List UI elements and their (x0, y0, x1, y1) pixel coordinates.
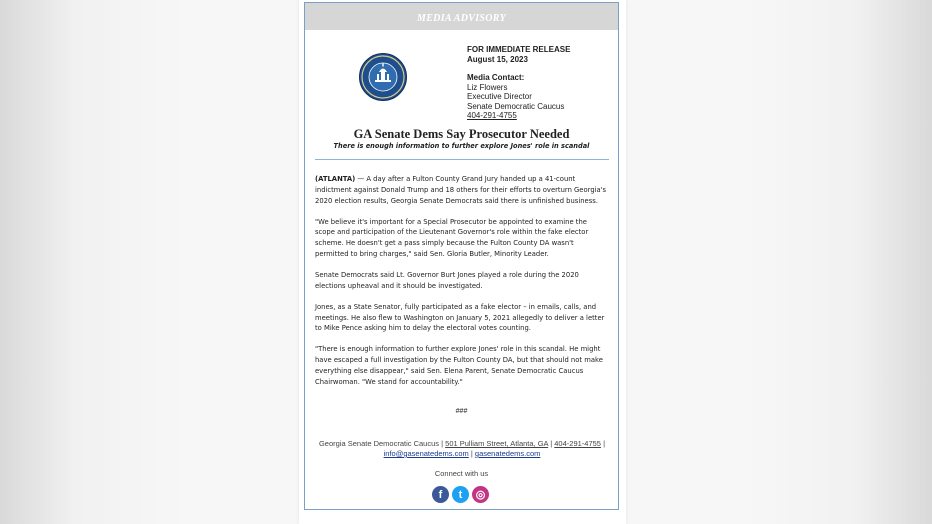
paragraph-4: Jones, as a State Senator, fully participated as a fake elector – in emails, calls, and meetings. He also flew to Washington on January 5, 2021 allegedly to deliver a letter to Mike Pence asking him to delay the electoral votes counting. (315, 302, 605, 333)
footer-website-link[interactable]: gasenatedems.com (474, 449, 541, 458)
article-body (315, 174, 609, 398)
paragraph-1-text: — A day after a Fulton County Grand Jury handed up a 41-count indictment against Donald Trump and 18 others for their efforts to overturn Georgia's 2020 election results, Georgia Senate Democrats said there is unfinished business. (315, 175, 607, 205)
divider (315, 159, 609, 160)
footer-org: Georgia Senate Democratic Caucus (318, 439, 440, 448)
footer-phone-link[interactable]: 404-291-4755 (554, 439, 601, 448)
release-status: FOR IMMEDIATE RELEASE (467, 45, 571, 54)
subheadline: There is enough information to further explore Jones' role in scandal (333, 142, 590, 150)
instagram-icon[interactable] (472, 486, 489, 503)
footer-contact (317, 439, 607, 459)
twitter-icon[interactable] (452, 486, 469, 503)
banner-title: MEDIA ADVISORY (417, 13, 506, 24)
media-advisory-banner (305, 3, 618, 30)
paragraph-1 (315, 174, 609, 206)
twitter-glyph: t (458, 488, 463, 501)
senate-seal-logo (359, 53, 407, 101)
contact-title: Executive Director (467, 92, 532, 101)
social-links (432, 486, 492, 504)
footer-separator: | (439, 439, 446, 448)
footer-email-link[interactable]: info@gasenatedems.com (383, 449, 469, 458)
contact-phone-link[interactable]: 404-291-4755 (467, 111, 517, 120)
media-contact-label: Media Contact: (467, 73, 525, 82)
footer-separator: | (548, 439, 555, 448)
release-date: August 15, 2023 (467, 54, 528, 64)
contact-name: Liz Flowers (467, 82, 508, 92)
facebook-icon[interactable] (432, 486, 449, 503)
headline: GA Senate Dems Say Prosecutor Needed (353, 127, 570, 141)
end-marker: ### (455, 408, 468, 415)
advisory-document (304, 2, 619, 510)
release-info (467, 45, 617, 121)
dateline: (ATLANTA) (315, 175, 356, 183)
paragraph-5: "There is enough information to further explore Jones' role in this scandal. He might have escaped a full investigation by the Fulton County DA, but that should not make everything else disappear," said Sen. Elena Parent, Senate Democratic Caucus Chairwoman. "We stand for accountability." (315, 345, 603, 386)
facebook-glyph: f (438, 488, 443, 501)
footer-separator: | (468, 449, 475, 458)
connect-label: Connect with us (434, 469, 489, 478)
paragraph-3: Senate Democrats said Lt. Governor Burt Jones played a role during the 2020 elections upheaval and it should be investigated. (315, 270, 579, 290)
footer-address-link[interactable]: 501 Pulliam Street, Atlanta, GA (445, 439, 549, 448)
paragraph-2: "We believe it's important for a Special Prosecutor be appointed to examine the scope and participation of the Lieutenant Governor's role within the fake elector scheme. He doesn't get a pass simply because the Fulton County DA wasn't permitted to bring charges," said Sen. Gloria Butler, Minority Leader. (315, 217, 589, 258)
contact-org: Senate Democratic Caucus (467, 101, 565, 111)
footer-separator: | (600, 439, 606, 448)
instagram-glyph: ◎ (475, 489, 486, 501)
